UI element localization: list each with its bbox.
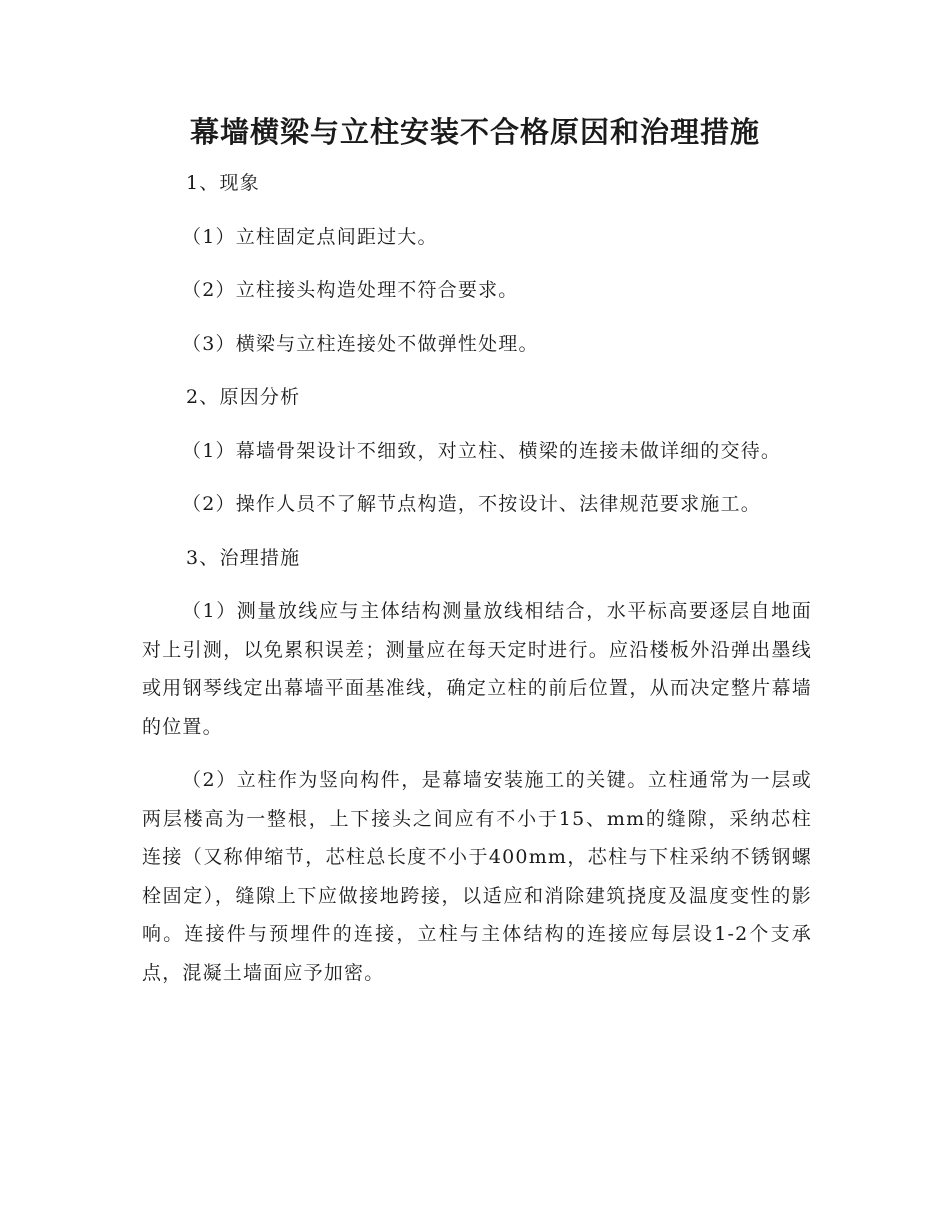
paragraph: （2）操作人员不了解节点构造，不按设计、法律规范要求施工。	[182, 493, 761, 515]
section-heading-cause-analysis: 2、原因分析	[186, 386, 301, 408]
paragraph: （2）立柱接头构造处理不符合要求。	[182, 279, 519, 301]
paragraph: （3）横梁与立柱连接处不做弹性处理。	[182, 332, 539, 355]
paragraph: （1）立柱固定点间距过大。	[182, 225, 438, 248]
paragraph: （1）测量放线应与主体结构测量放线相结合，水平标高要逐层自地面对上引测，以免累积误差；测量应在每天定时进行。应沿楼板外沿弹出墨线或用钢琴线定出幕墙平面基准线，确定立柱的前后位置，从而决定整片幕墙的位置。	[142, 600, 812, 738]
paragraph: （2）立柱作为竖向构件，是幕墙安装施工的关键。立柱通常为一层或两层楼高为一整根，上下接头之间应有不小于15、mm的缝隙，采纳芯柱连接（又称伸缩节，芯柱总长度不小于400mm，芯柱与下柱采纳不锈钢螺栓固定），缝隙上下应做接地跨接，以适应和消除建筑挠度及温度变性的影响。连接件与预埋件的连接，立柱与主体结构的连接应每层设1-2个支承点，混凝土墙面应予加密。	[142, 769, 812, 984]
paragraph: （1）幕墙骨架设计不细致，对立柱、横梁的连接未做详细的交待。	[182, 439, 782, 462]
section-heading-phenomenon: 1、现象	[186, 172, 260, 194]
document-body	[142, 164, 812, 992]
section-heading-remedies: 3、治理措施	[186, 546, 301, 569]
document-title: 幕墙横梁与立柱安装不合格原因和治理措施	[189, 115, 760, 149]
